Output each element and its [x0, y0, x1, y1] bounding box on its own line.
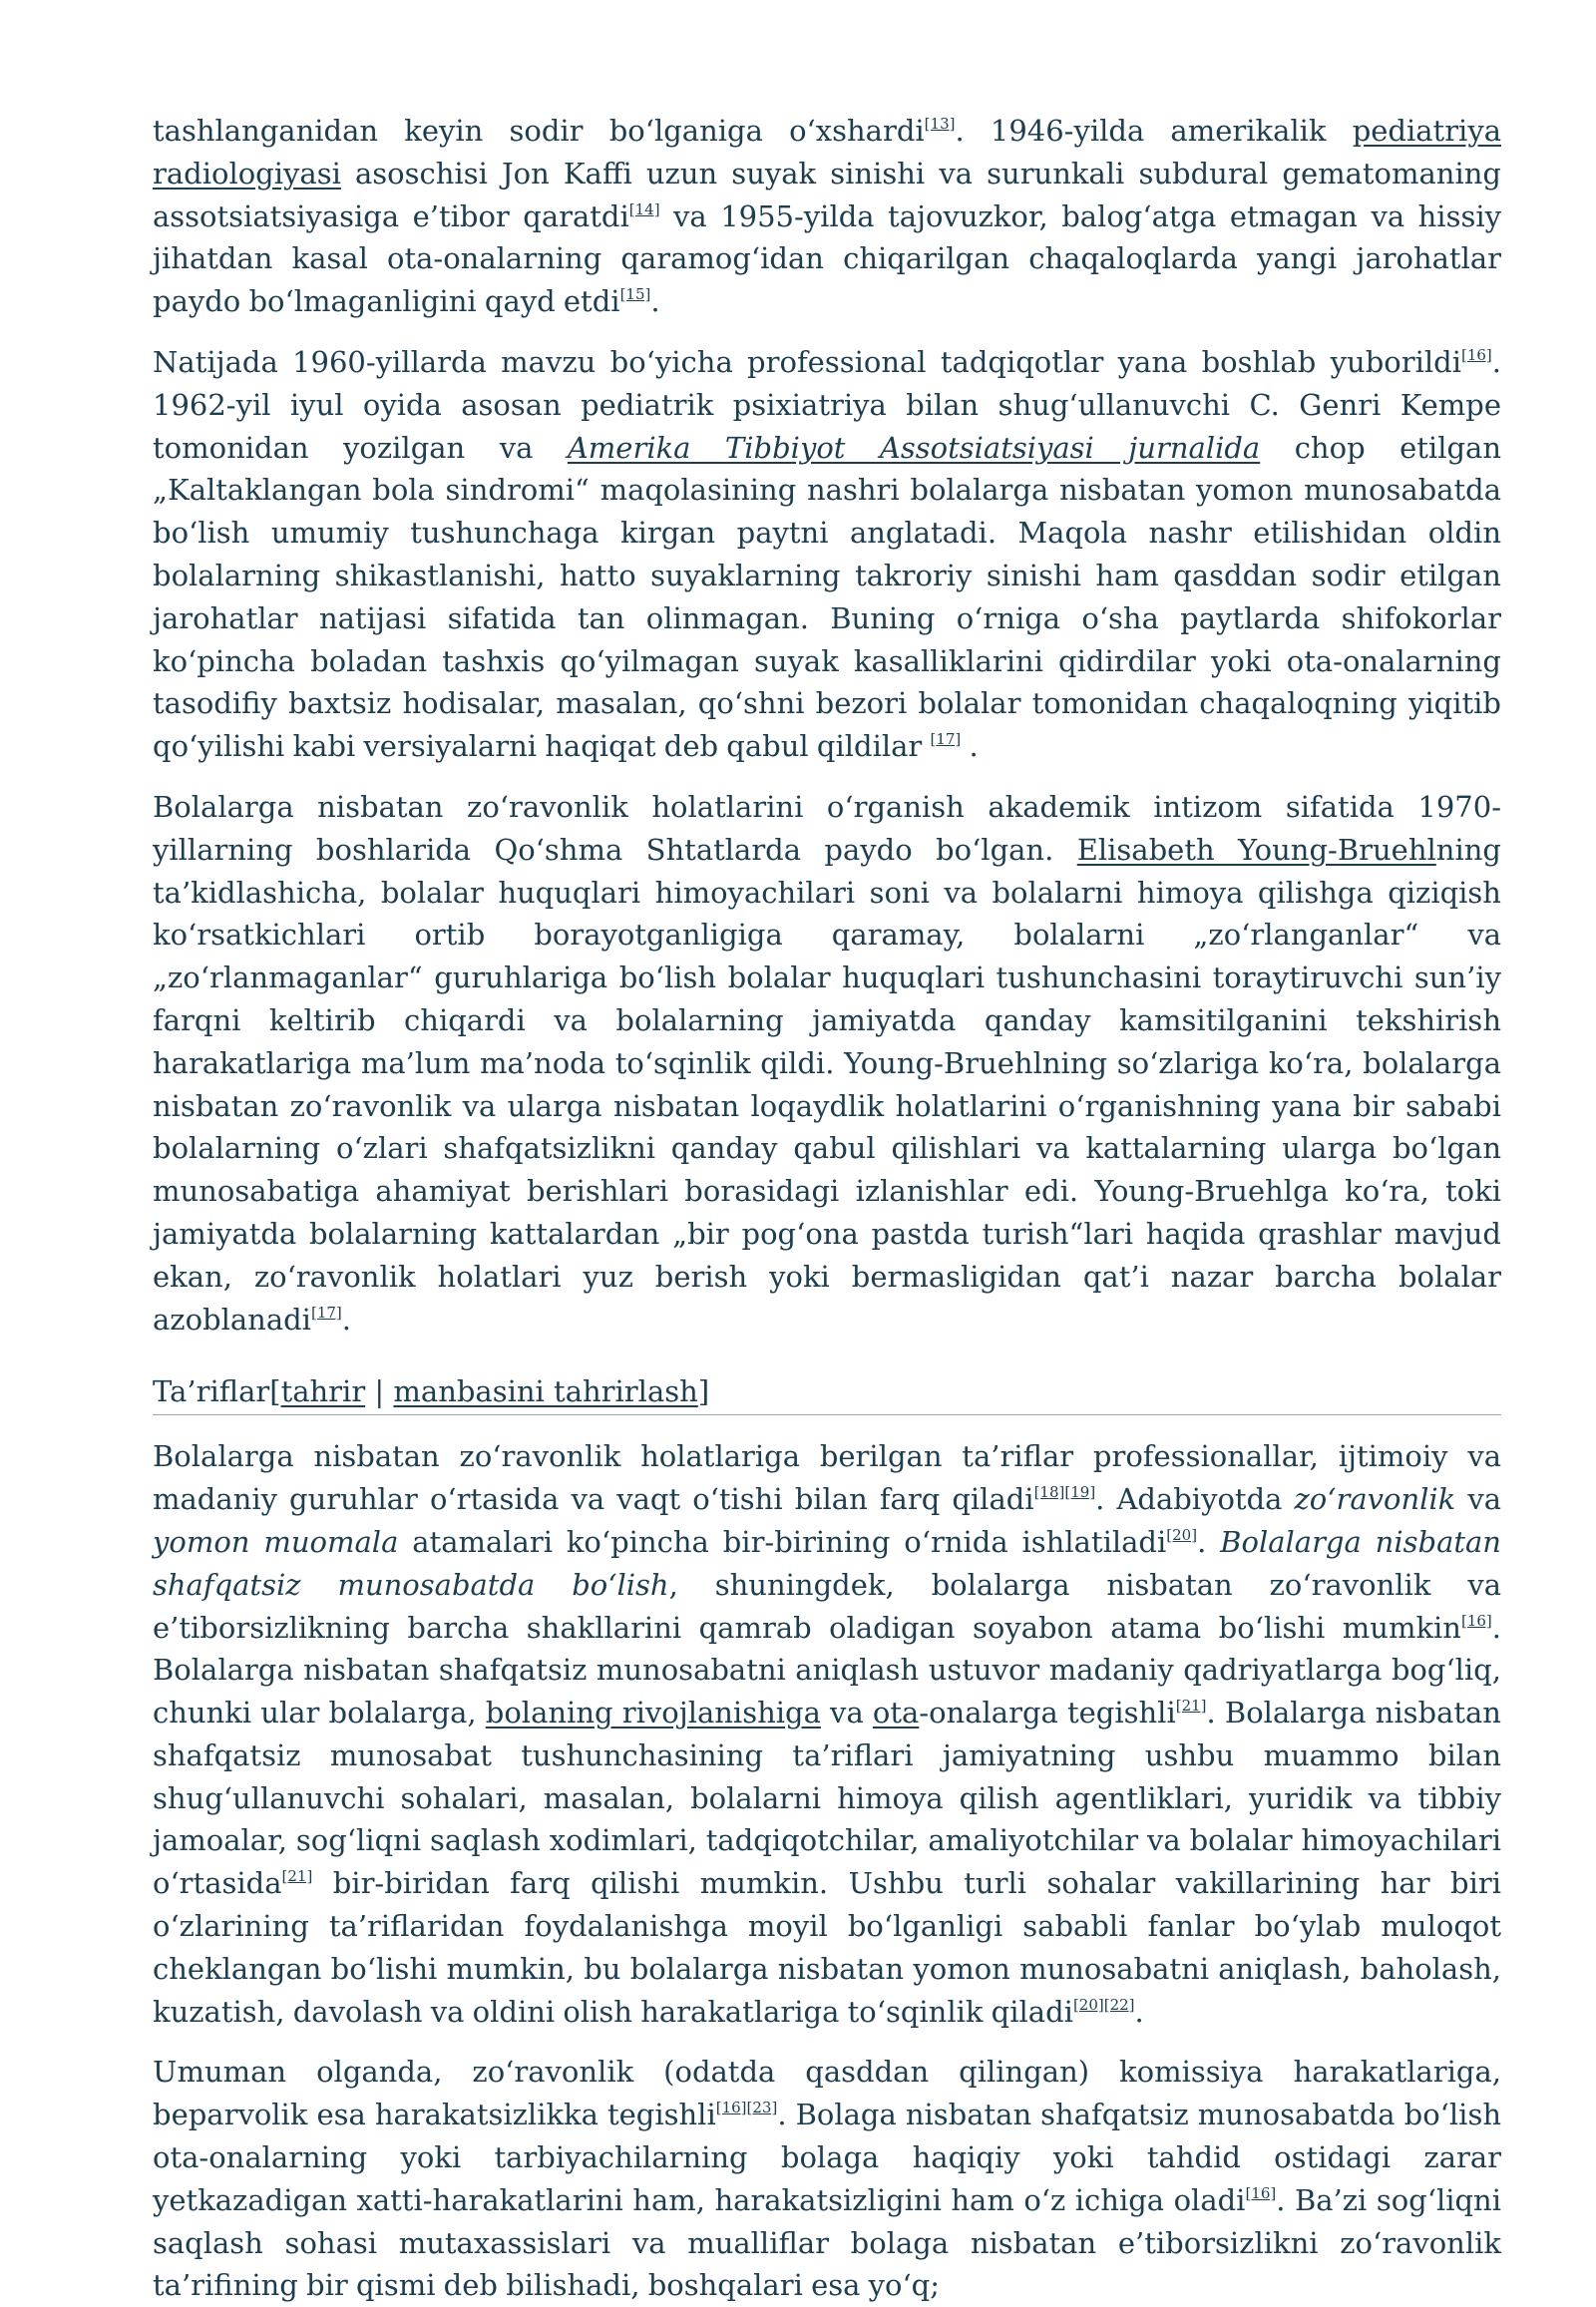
section-heading-definitions: Ta’riflar[tahrir | manbasini tahrirlash] [153, 1370, 1501, 1415]
link-child-development[interactable]: bolaning rivojlanishiga [485, 1696, 821, 1730]
paragraph-definitions-2: Umuman olganda, zo‘ravonlik (odatda qasddan qilingan) komissiya harakatlariga, beparvolik esa harakatsizlikka tegishli[16][23]. Bolaga nisbatan shafqatsiz munosabatda bo‘lish ota-onalarning yoki tarbiyachilarning bolaga haqiqiy yoki tahdid ostidagi zarar yetkazadigan xatti-harakatlarini ham, harakatsizligini ham o‘z ichiga oladi[16]. Ba’zi sog‘liqni saqlash sohasi mutaxassislari va mualliflar bolaga nisbatan e’tiborsizlikni zo‘ravonlik ta’rifining bir qismi deb bilishadi, boshqalari esa yo‘q; [153, 2055, 1502, 2303]
citation-20[interactable]: [20] [1166, 1525, 1198, 1544]
section-title: Ta’riflar [153, 1374, 270, 1409]
paragraph-history-1970s: Bolalarga nisbatan zo‘ravonlik holatlarini o‘rganish akademik intizom sifatida 1970-yillarning boshlarida Qo‘shma Shtatlarda paydo bo‘lgan. Elisabeth Young-Bruehlning ta’kidlashicha, bolalar huquqlari himoyachilari soni va bolalarni himoya qilishga qiziqish ko‘rsatkichlari ortib borayotganligiga qaramay, bolalarni „zo‘rlanganlar“ va „zo‘rlanmaganlar“ guruhlariga bo‘lish bolalar huquqlari tushunchasini toraytiruvchi sun’iy farqni keltirib chiqardi va bolalarning jamiyatda qanday kamsitilganini tekshirish harakatlariga ma’lum ma’noda to‘sqinlik qildi. Young-Bruehlning so‘zlariga ko‘ra, bolalarga nisbatan zo‘ravonlik va ularga nisbatan loqaydlik holatlarini o‘rganishning yana bir sababi bolalarning o‘zlari shafqatsizlikni qanday qabul qilishlari va kattalarning ularga bo‘lgan munosabatiga ahamiyat berishlari borasidagi izlanishlar edi. Young-Bruehlga ko‘ra, toki jamiyatda bolalarning kattalardan „bir pog‘ona pastda turish“lari haqida qrashlar mavjud ekan, zo‘ravonlik holatlari yuz berish yoki bermasligidan qat’i nazar barcha bolalar azoblanadi[17]. [153, 789, 1501, 1337]
link-jama[interactable]: Amerika Tibbiyot Assotsiatsiyasi jurnalida [567, 430, 1261, 465]
term-shafqatsiz-munosabat: Bolalarga nisbatan shafqatsiz munosabatda bo‘lish [153, 1524, 1501, 1602]
link-pediatric-radiology[interactable]: pediatriya radiologiyasi [153, 114, 1502, 191]
link-elisabeth-young-bruehl[interactable]: Elisabeth Young-Bruehl [1076, 832, 1436, 867]
edit-source-link[interactable]: manbasini tahrirlash [393, 1374, 698, 1409]
citation-21b[interactable]: [21] [281, 1867, 313, 1886]
citation-16b[interactable]: [16] [1460, 1611, 1492, 1630]
term-zoravonlik: zo‘ravonlik [1294, 1482, 1456, 1517]
citation-22[interactable]: [22] [1103, 1995, 1135, 2014]
citation-20b[interactable]: [20] [1072, 1995, 1104, 2014]
citation-21[interactable]: [21] [1175, 1697, 1207, 1716]
citation-17[interactable]: [17] [930, 730, 962, 749]
paragraph-definitions-1: Bolalarga nisbatan zo‘ravonlik holatlariga berilgan ta’riflar professionallar, ijtimoiy va madaniy guruhlar o‘rtasida va vaqt o‘tishi bilan farq qiladi[18][19]. Adabiyotda zo‘ravonlik va yomon muomala atamalari ko‘pincha bir-birining o‘rnida ishlatiladi[20]. Bolalarga nisbatan shafqatsiz munosabatda bo‘lish, shuningdek, bolalarga nisbatan zo‘ravonlik va e’tiborsizlikning barcha shakllarini qamrab oladigan soyabon atama bo‘lishi mumkin[16]. Bolalarga nisbatan shafqatsiz munosabatni aniqlash ustuvor madaniy qadriyatlarga bog‘liq, chunki ular bolalarga, bolaning rivojlanishiga va ota-onalarga tegishli[21]. Bolalarga nisbatan shafqatsiz munosabat tushunchasining ta’riflari jamiyatning ushbu muammo bilan shug‘ullanuvchi sohalari, masalan, bolalarni himoya qilish agentliklari, yuridik va tibbiy jamoalar, sog‘liqni saqlash xodimlari, tadqiqotchilar, amaliyotchilar va bolalar himoyachilari o‘rtasida[21] bir-biridan farq qilishi mumkin. Ushbu turli sohalar vakillarining har biri o‘zlarining ta’riflaridan foydalanishga moyil bo‘lganligi sababli fanlar bo‘ylab muloqot cheklangan bo‘lishi mumkin, bu bolalarga nisbatan yomon munosabatni aniqlash, baholash, kuzatish, davolash va oldini olish harakatlariga to‘sqinlik qiladi[20][22]. [153, 1439, 1502, 2029]
citation-16d[interactable]: [16] [1245, 2183, 1277, 2202]
citation-17b[interactable]: [17] [310, 1303, 342, 1322]
citation-16c[interactable]: [16] [715, 2099, 747, 2117]
citation-16[interactable]: [16] [1460, 345, 1492, 364]
citation-23[interactable]: [23] [746, 2099, 778, 2117]
citation-15[interactable]: [15] [619, 285, 651, 304]
paragraph-history-1960s: Natijada 1960-yillarda mavzu bo‘yicha professional tadqiqotlar yana boshlab yuborildi[16]. 1962-yil iyul oyida asosan pediatrik psixiatriya bilan shug‘ullanuvchi C. Genri Kempe tomonidan yozilgan va Amerika Tibbiyot Assotsiatsiyasi jurnalida chop etilgan „Kaltaklangan bola sindromi“ maqolasining nashri bolalarga nisbatan yomon munosabatda bo‘lish umumiy tushunchaga kirgan paytni anglatadi. Maqola nashr etilishidan oldin bolalarning shikastlanishi, hatto suyaklarning takroriy sinishi ham qasddan sodir etilgan jarohatlar natijasi sifatida tan olinmagan. Buning o‘rniga o‘sha paytlarda shifokorlar ko‘pincha boladan tashxis qo‘yilmagan suyak kasalliklarini qidirdilar yoki ota-onalarning tasodifiy baxtsiz hodisalar, masalan, qo‘shni bezori bolalar tomonidan chaqaloqning yiqitib qo‘yilishi kabi versiyalarni haqiqat deb qabul qildilar [17] . [153, 344, 1502, 764]
citation-13[interactable]: [13] [924, 115, 956, 133]
link-parent[interactable]: ota [872, 1696, 920, 1730]
citation-14[interactable]: [14] [628, 199, 660, 218]
citation-18[interactable]: [18] [1033, 1483, 1065, 1502]
citation-19[interactable]: [19] [1064, 1483, 1096, 1502]
paragraph-history-1946: tashlanganidan keyin sodir bo‘lganiga o‘xshardi[13]. 1946-yilda amerikalik pediatriya radiologiyasi asoschisi Jon Kaffi uzun suyak sinishi va surunkali subdural gematomaning assotsiatsiyasiga e’tibor qaratdi[14] va 1955-yilda tajovuzkor, balog‘atga etmagan va hissiy jihatdan kasal ota-onalarning qaramog‘idan chiqarilgan chaqaloqlarda yangi jarohatlar paydo bo‘lmaganligini qayd etdi[15]. [153, 114, 1502, 319]
term-yomon-muomala: yomon muomala [153, 1524, 399, 1559]
edit-link[interactable]: tahrir [280, 1374, 366, 1409]
